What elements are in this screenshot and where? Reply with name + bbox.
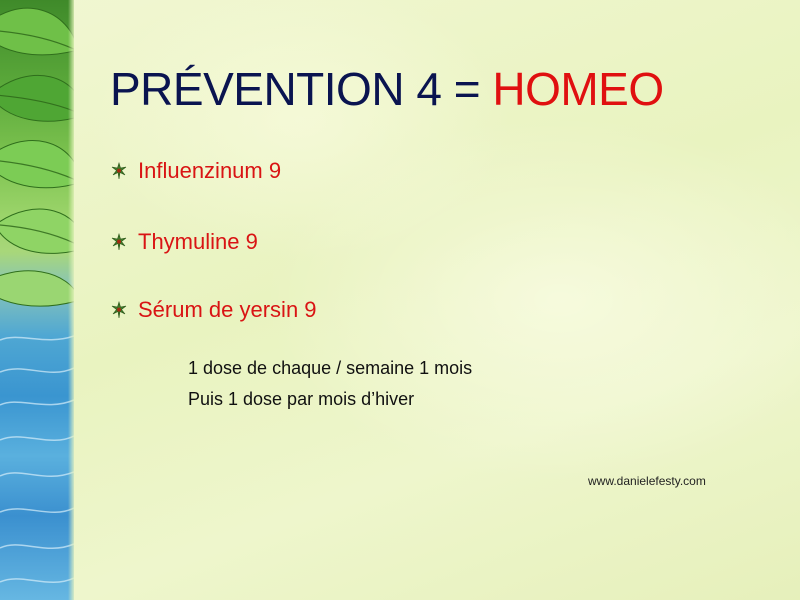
dosage-note: 1 dose de chaque / semaine 1 mois (188, 358, 473, 378)
slide-title (110, 62, 664, 116)
leaf-bullet-icon (110, 162, 128, 180)
bullet-item-influenzinum (110, 158, 281, 184)
bullet-label: Sérum de yersin 9 (138, 297, 317, 322)
footer-url: www.danielefesty.com (588, 474, 706, 488)
leaf-bullet-icon (110, 233, 128, 251)
leaves-water-decoration (0, 0, 74, 600)
title-accent: HOMEO (492, 63, 664, 115)
bullet-label: Thymuline 9 (138, 229, 258, 254)
bullet-item-thymuline (110, 229, 258, 255)
dosage-note: Puis 1 dose par mois d’hiver (188, 389, 415, 409)
leaf-bullet-icon (110, 301, 128, 319)
title-main: PRÉVENTION 4 = (110, 63, 493, 115)
leaves-water-image (0, 0, 74, 600)
bullet-item-serum-de-yersin (110, 297, 317, 323)
bullet-label: Influenzinum 9 (138, 158, 282, 183)
strip-fade-edge (68, 0, 74, 600)
